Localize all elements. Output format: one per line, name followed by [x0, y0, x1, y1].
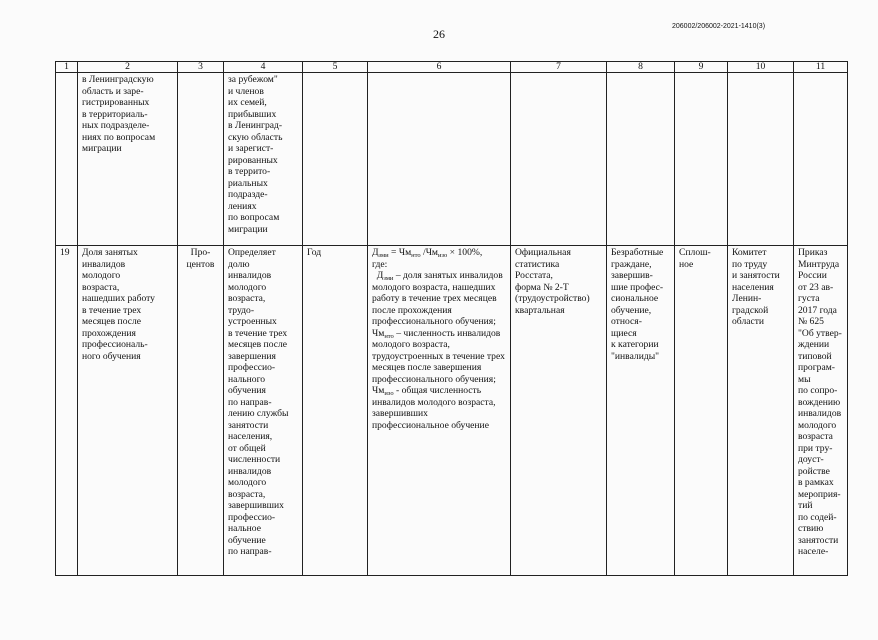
table-header-row [56, 62, 848, 73]
cell-responsible [728, 73, 794, 246]
cell-periodicity: Год [303, 246, 368, 576]
cell-unit-of-observation: Безработные граждане, завершив- шие профес- сиональное обучение, относя- щиеся к категории "инвалиды" [607, 246, 675, 576]
column-number: 6 [368, 62, 511, 73]
formula-definition: $Д_{зми}$ – доля занятых инвалидов молодого возраста, нашедших работу в течение трех месяцев после прохождения профессионального обучения; [372, 270, 503, 327]
cell-periodicity [303, 73, 368, 246]
column-number: 3 [178, 62, 224, 73]
cell-number: 19 [56, 246, 78, 576]
formula-definition: $Чм_{нто}$ – численность инвалидов молодого возраста, трудоустроенных в течение трех месяцев после завершения профессионального обучения; [372, 327, 505, 385]
table-row [56, 73, 848, 246]
cell-unit-of-observation [607, 73, 675, 246]
cell-definition: Определяет долю инвалидов молодого возраста, трудо- устроенных в течение трех месяцев после завершения профессио- нального обучения по направ- лению службы занятости населения, от общей численности инвалидов молодого возраста, завершивших профессио- нальное обучение по направ- [224, 246, 303, 576]
column-number: 7 [511, 62, 607, 73]
cell-source: Официальная статистика Росстата, форма № 2-Т (трудоустройство) квартальная [511, 246, 607, 576]
column-number: 2 [78, 62, 178, 73]
document-code: 206002/206002-2021-1410(3) [672, 23, 766, 30]
column-number: 4 [224, 62, 303, 73]
table-row [56, 246, 848, 576]
cell-basis [794, 73, 848, 246]
cell-unit [178, 73, 224, 246]
cell-responsible: Комитет по труду и занятости населения Ленин- градской области [728, 246, 794, 576]
column-number: 11 [794, 62, 848, 73]
cell-source [511, 73, 607, 246]
cell-method: Сплош- ное [675, 246, 728, 576]
column-number: 1 [56, 62, 78, 73]
column-number: 5 [303, 62, 368, 73]
formula-definition: $Чм_{изо}$ - общая численность инвалидов молодого возраста, завершивших профессиональное обучение [372, 385, 496, 431]
page-number: 26 [433, 27, 445, 41]
cell-definition: за рубежом" и членов их семей, прибывших в Ленинград- скую область и зарегист- рированных в террито- риальных подразде- лениях по вопросам миграции [224, 73, 303, 246]
formula-line: $Д_{зми} = Чм_{нто}$ $/Чм_{изо} \times 100\%$, [372, 247, 483, 259]
formula-where: где: [372, 258, 388, 270]
cell-formula [368, 73, 511, 246]
cell-method [675, 73, 728, 246]
column-number: 10 [728, 62, 794, 73]
column-number: 8 [607, 62, 675, 73]
cell-indicator-name: в Ленинградскую область и заре- гистрированных в территориаль- ных подразделе- ниях по вопросам миграции [78, 73, 178, 246]
cell-unit: Про- центов [178, 246, 224, 576]
column-number: 9 [675, 62, 728, 73]
cell-indicator-name: Доля занятых инвалидов молодого возраста, нашедших работу в течение трех месяцев после прохождения профессиональ- ного обучения [78, 246, 178, 576]
cell-formula [368, 246, 511, 576]
cell-number [56, 73, 78, 246]
indicator-table [55, 61, 848, 576]
cell-basis: Приказ Минтруда России от 23 ав- густа 2017 года № 625 "Об утвер- ждении типовой програм- мы по сопро- вождению инвалидов молодого возраста при тру- доуст- ройстве в рамках мероприя- тий по содей- ствию занятости населе- [794, 246, 848, 576]
